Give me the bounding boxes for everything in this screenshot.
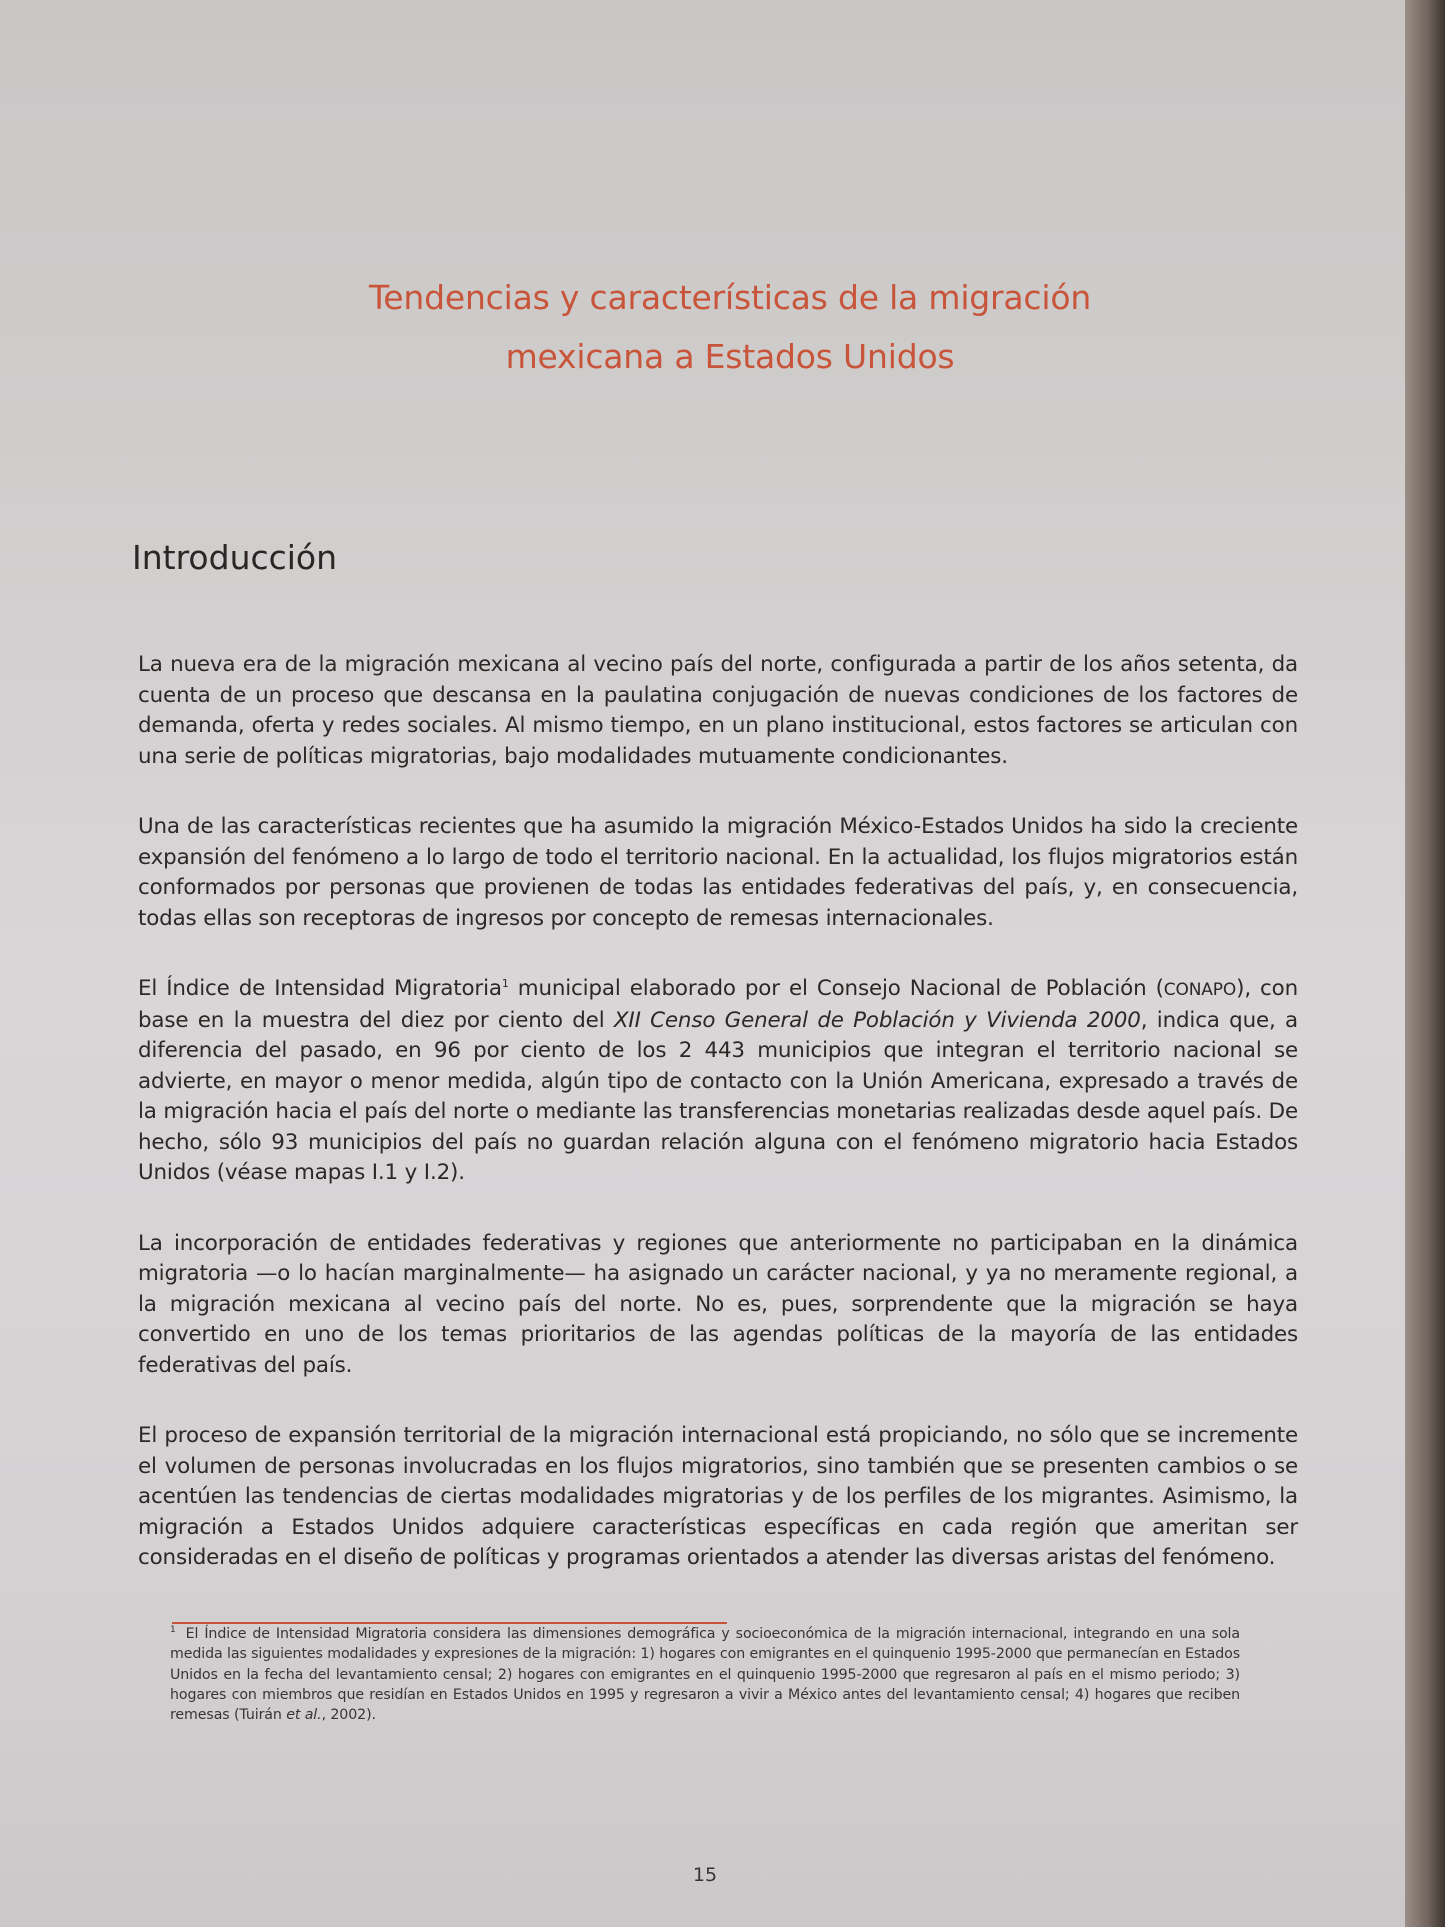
page-number: 15	[692, 1864, 718, 1886]
paragraph-3-text-a: El Índice de Intensidad Migratoria	[138, 976, 502, 1001]
acronym-conapo: CONAPO	[1163, 980, 1237, 1000]
paragraph-5: El proceso de expansión territorial de la migración internacional está propiciando, no sólo que se incremente el volumen de personas involucradas en los flujos migratorios, sino también que se presenten cambios o se acentúen las tendencias de ciertas modalidades migratorias y de los perfiles de los migrantes. Asimismo, la migración a Estados Unidos adquiere características específicas en cada región que ameritan ser consideradas en el diseño de políticas y programas orientados a atender las diversas aristas del fenómeno.	[138, 1423, 1298, 1570]
chapter-title	[280, 268, 1180, 386]
section-heading: Introducción	[132, 538, 338, 577]
paragraph-3-text-b: municipal elaborado por el Consejo Nacional de Población (	[508, 976, 1164, 1001]
paragraph-2: Una de las características recientes que ha asumido la migración México-Estados Unidos ha sido la creciente expansión del fenómeno a lo largo de todo el territorio nacional. En la actualidad, los flujos migratorios están conformados por personas que provienen de todas las entidades federativas del país, y, en consecuencia, todas ellas son receptoras de ingresos por concepto de remesas internacionales.	[138, 814, 1298, 931]
footnote-italic: et al.	[286, 1707, 322, 1724]
paragraph-4: La incorporación de entidades federativas y regiones que anteriormente no participaban en la dinámica migratoria —o lo hacían marginalmente— ha asignado un carácter nacional, y ya no meramente regional, a la migración mexicana al vecino país del norte. No es, pues, sorprendente que la migración se haya convertido en uno de los temas prioritarios de las agendas políticas de la mayoría de las entidades federativas del país.	[138, 1230, 1298, 1378]
paragraph-1: La nueva era de la migración mexicana al vecino país del norte, configurada a partir de los años setenta, da cuenta de un proceso que descansa en la paulatina conjugación de nuevas condiciones de los factores de demanda, oferta y redes sociales. Al mismo tiempo, en un plano institucional, estos factores se articulan con una serie de políticas migratorias, bajo modalidades mutuamente condicionantes.	[138, 652, 1298, 769]
paragraph-3-text-c: ), con base en la muestra del diez por ciento del	[138, 976, 1298, 1033]
footnote-marker: 1	[170, 1625, 176, 1636]
census-title: XII Censo General de Población y Vivienda 2000	[613, 1007, 1141, 1033]
paragraph-3-text-d: , indica que, a diferencia del pasado, en 96 por ciento de los 2 443 municipios que integran el territorio nacional se advierte, en mayor o menor medida, algún tipo de contacto con la Unión Americana, expresado a través de la migración hacia el país del norte o mediante las transferencias monetarias realizadas desde aquel país. De hecho, sólo 93 municipios del país no guardan relación alguna con el fenómeno migratorio hacia Estados Unidos (véase mapas I.1 y I.2).	[138, 1007, 1299, 1185]
chapter-title-line-2: mexicana a Estados Unidos	[505, 337, 955, 376]
body-text	[138, 650, 1298, 1614]
paragraph-3	[138, 974, 1298, 1189]
footnote-reference: 1	[501, 976, 509, 990]
footnote-text-a: El Índice de Intensidad Migratoria considera las dimensiones demográfica y socioeconómica de la migración internacional, integrando en una sola medida las siguientes modalidades y expresiones de la migración: 1) hogares con emigrantes en el quinquenio 1995-2000 que permanecían en Estados Unidos en la fecha del levantamiento censal; 2) hogares con emigrantes en el quinquenio 1995-2000 que regresaron al país en el mismo periodo; 3) hogares con miembros que residían en Estados Unidos en 1995 y regresaron a vivir a México antes del levantamiento censal; 4) hogares que reciben remesas (Tuirán	[170, 1626, 1240, 1724]
footnote	[170, 1624, 1240, 1725]
chapter-title-line-1: Tendencias y características de la migración	[368, 278, 1092, 317]
footnote-text-b: , 2002).	[321, 1707, 376, 1724]
page-edge-shadow	[1405, 0, 1445, 1927]
